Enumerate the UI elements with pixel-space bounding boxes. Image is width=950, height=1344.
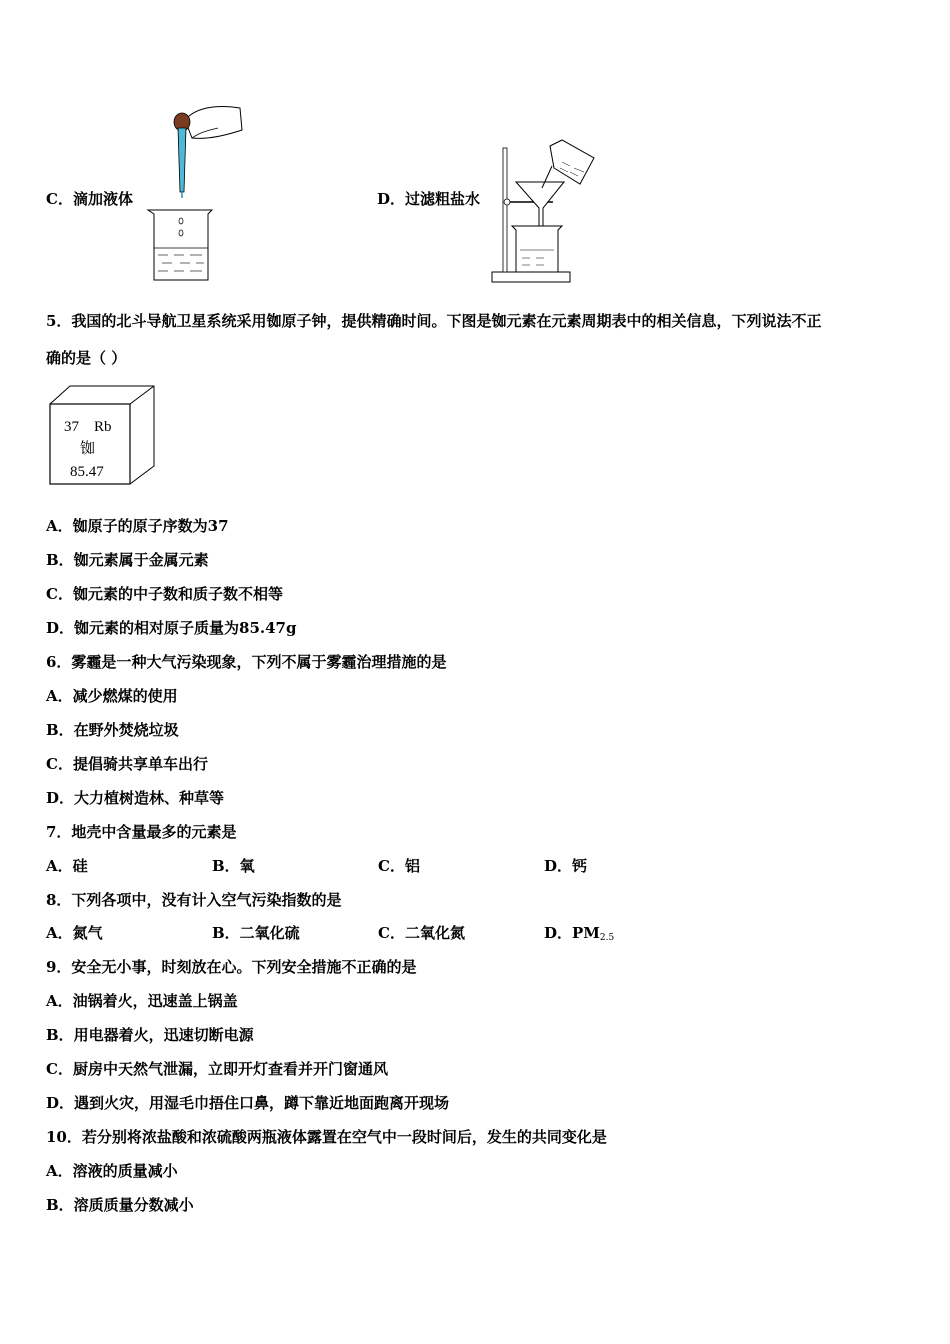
element-number: 37 (64, 419, 79, 435)
q8-option-d-subscript: 2.5 (599, 933, 615, 943)
q9-option-c: C．厨房中天然气泄漏，立即开灯查看并开门窗通风 (46, 1060, 388, 1078)
q4-option-c: C．滴加液体 (46, 190, 133, 208)
q7-option-c: C．铝 (378, 857, 420, 875)
q8-option-b: B．二氧化硫 (212, 924, 300, 942)
q9-option-a: A．油锅着火，迅速盖上锅盖 (46, 992, 238, 1010)
q5-option-b: B．铷元素属于金属元素 (46, 551, 209, 569)
q8-stem: 8．下列各项中，没有计入空气污染指数的是 (46, 891, 342, 909)
q7-option-b: B．氧 (212, 857, 255, 875)
element-mass: 85.47 (70, 464, 104, 480)
q6-option-c: C．提倡骑共享单车出行 (46, 755, 208, 773)
q6-option-a: A．减少燃煤的使用 (46, 687, 178, 705)
q6-option-d: D．大力植树造林、种草等 (46, 789, 225, 807)
q8-option-c: C．二氧化氮 (378, 924, 465, 942)
filtration-illustration (488, 138, 603, 288)
rubidium-element-tile (48, 384, 158, 488)
q7-stem: 7．地壳中含量最多的元素是 (46, 823, 237, 841)
q5-stem-line1: 5．我国的北斗导航卫星系统采用铷原子钟，提供精确时间。下图是铷元素在元素周期表中的相关信息，下列说法不正 (46, 312, 822, 330)
q7-option-a: A．硅 (46, 857, 88, 875)
q9-option-d: D．遇到火灾，用湿毛巾捂住口鼻，蹲下靠近地面跑离开现场 (46, 1094, 450, 1112)
q5-option-d: D．铷元素的相对原子质量为85.47g (46, 619, 297, 637)
q9-stem: 9．安全无小事，时刻放在心。下列安全措施不正确的是 (46, 958, 417, 976)
q10-option-a: A．溶液的质量减小 (46, 1162, 178, 1180)
q8-option-d-main: D．PM (544, 924, 600, 942)
q10-option-b: B．溶质质量分数减小 (46, 1196, 194, 1214)
q8-option-a: A．氮气 (46, 924, 103, 942)
q9-option-b: B．用电器着火，迅速切断电源 (46, 1026, 254, 1044)
q5-option-a: A．铷原子的原子序数为37 (46, 517, 229, 535)
dropper-beaker-illustration (140, 100, 250, 290)
q8-option-d (544, 923, 614, 948)
q7-option-d: D．钙 (544, 857, 588, 875)
q5-stem-line2: 确的是（ ） (46, 349, 127, 367)
q6-option-b: B．在野外焚烧垃圾 (46, 721, 179, 739)
q6-stem: 6．雾霾是一种大气污染现象，下列不属于雾霾治理措施的是 (46, 653, 447, 671)
q10-stem: 10．若分别将浓盐酸和浓硫酸两瓶液体露置在空气中一段时间后，发生的共同变化是 (46, 1128, 607, 1146)
q5-option-c: C．铷元素的中子数和质子数不相等 (46, 585, 283, 603)
element-symbol: Rb (94, 419, 112, 435)
element-name: 铷 (80, 441, 96, 457)
q4-option-d: D．过滤粗盐水 (377, 190, 481, 208)
